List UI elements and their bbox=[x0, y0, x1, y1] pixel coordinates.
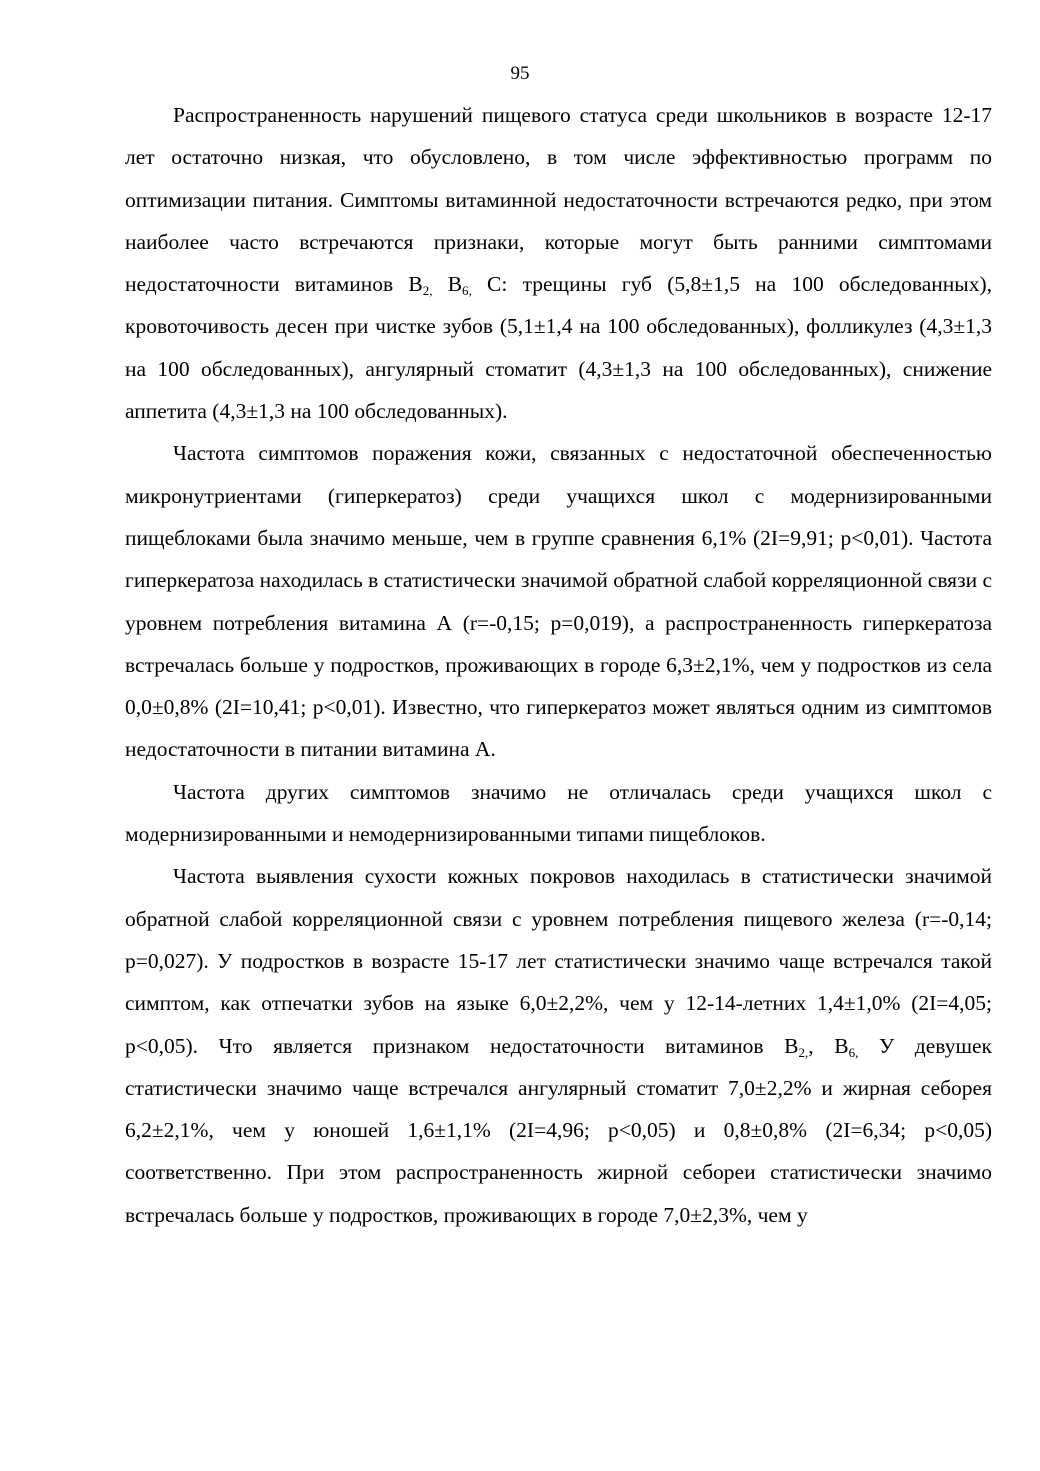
paragraph-text: Частота симптомов поражения кожи, связанных с недостаточной обеспеченностью микронутриентами (гиперкератоз) среди учащихся школ с модернизированными пищеблоками была значимо меньше, чем в группе сравнения 6,1% (2I=9,91; p<0,01). Частота гиперкератоза находилась в статистически значимой обратной слабой корреляционной связи с уровнем потребления витамина А (r=-0,15; p=0,019), а распространенность гиперкератоза встречалась больше у подростков, проживающих в городе 6,3±2,1%, чем у подростков из села 0,0±0,8% (2I=10,41; p<0,01). Известно, что гиперкератоз может являться одним из симптомов недостаточности в питании витамина А. bbox=[125, 441, 992, 762]
paragraph-text: У девушек статистически значимо чаще встречался ангулярный стоматит 7,0±2,2% и жирная себорея 6,2±2,1%, чем у юношей 1,6±1,1% (2I=4,96; p<0,05) и 0,8±0,8% (2I=6,34; p<0,05) соответственно. При этом распространенность жирной себореи статистически значимо встречалась больше у подростков, проживающих в городе 7,0±2,3%, чем у bbox=[125, 1033, 992, 1227]
subscript: 6, bbox=[848, 1044, 859, 1060]
paragraph-3 bbox=[125, 771, 992, 856]
paragraph-text: Частота выявления сухости кожных покровов находилась в статистически значимой обратной слабой корреляционной связи с уровнем потребления пищевого железа (r=-0,14; p=0,027). У подростков в возрасте 15-17 лет статистически значимо чаще встречался такой симптом, как отпечатки зубов на языке 6,0±2,2%, чем у 12-14-летних 1,4±1,0% (2I=4,05; p<0,05). Что является признаком недостаточности витаминов В bbox=[125, 864, 992, 1058]
page-number: 95 bbox=[510, 63, 530, 84]
paragraph-1 bbox=[125, 94, 992, 432]
subscript: 2, bbox=[798, 1044, 809, 1060]
paragraph-text: Распространенность нарушений пищевого статуса среди школьников в возрасте 12-17 лет остаточно низкая, что обусловлено, в том числе эффективностью программ по оптимизации питания. Симптомы витаминной недостаточности встречаются редко, при этом наиболее часто встречаются признаки, которые могут быть ранними симптомами недостаточности витаминов В bbox=[125, 103, 992, 297]
document-body bbox=[125, 94, 992, 1236]
paragraph-text: Частота других симптомов значимо не отличалась среди учащихся школ с модернизированными и немодернизированными типами пищеблоков. bbox=[125, 779, 992, 847]
paragraph-4 bbox=[125, 855, 992, 1236]
paragraph-2 bbox=[125, 432, 992, 770]
paragraph-text: С: трещины губ (5,8±1,5 на 100 обследованных), кровоточивость десен при чистке зубов (5,1±1,4 на 100 обследованных), фолликулез (4,3±1,3 на 100 обследованных), ангулярный стоматит (4,3±1,3 на 100 обследованных), снижение аппетита (4,3±1,3 на 100 обследованных). bbox=[125, 272, 992, 424]
subscript: 6, bbox=[462, 283, 472, 299]
subscript: 2, bbox=[422, 283, 433, 299]
paragraph-text: , В bbox=[808, 1033, 849, 1058]
paragraph-text: В bbox=[432, 272, 463, 297]
